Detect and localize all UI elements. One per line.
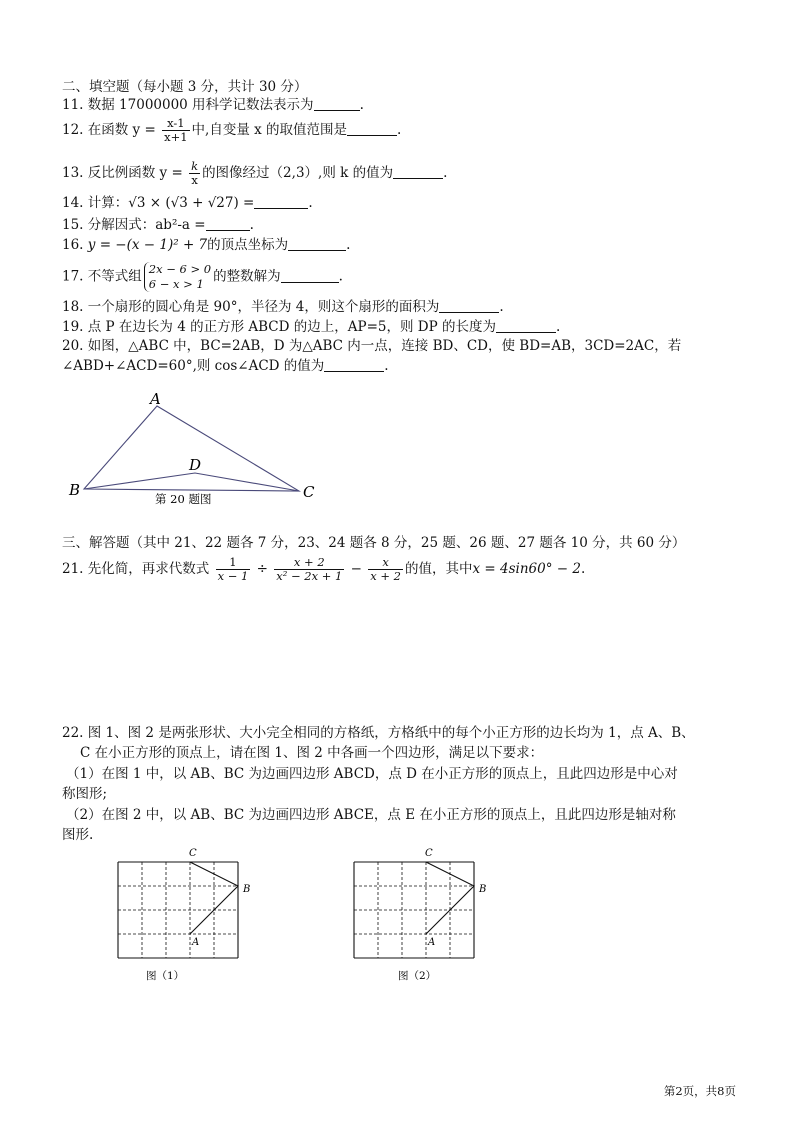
question-22-line-1: 22. 图 1、图 2 是两张形状、大小完全相同的方格纸，方格纸中的每个小正方形的边长均为 1，点 A、B、 xyxy=(62,725,695,741)
label-d: D xyxy=(189,456,202,474)
question-13: 13. 反比例函数 y = $\frac{k}{x}$ 的图像经过（2,3）,则 k 的值为 . xyxy=(62,159,448,187)
grid-2-caption: 图（2） xyxy=(398,970,437,982)
grid-1-label-c: C xyxy=(189,848,197,859)
question-14: 14. 计算：√3 × (√3 + √27) = . xyxy=(62,195,313,211)
grid-1-caption: 图（1） xyxy=(146,970,185,982)
label-b: B xyxy=(69,481,81,499)
fraction-2: $\frac{x + 2}{\text{x² − 2x + 1}}$ xyxy=(276,555,343,583)
question-18: 18. 一个扇形的圆心角是 90°，半径为 4，则这个扇形的面积为 . xyxy=(62,299,504,315)
question-22-line-6: 图形. xyxy=(62,827,94,843)
question-22-line-3: （1）在图 1 中，以 AB、BC 为边画四边形 ABCD，点 D 在小正方形的顶点上，且此四边形是中心对 xyxy=(66,766,678,782)
question-17: 17. 不等式组 2x − 6 > 0 6 − x > 1 的整数解为 . xyxy=(62,262,343,291)
question-12: 12. 在函数 y = $\frac{x-1}{x+1}$ 中,自变量 x 的取值范围是 . xyxy=(62,116,402,144)
question-20-line-1: 20. 如图，△ABC 中，BC=2AB，D 为△ABC 内一点，连接 BD、CD，使 BD=AB，3CD=2AC，若 xyxy=(62,338,682,354)
question-11: 11. 数据 17000000 用科学记数法表示为 . xyxy=(62,97,364,113)
question-21: 21. 先化简，再求代数式 $\frac{1}{x - 1}$ ÷ $\frac{x + 2}{\text{x² − 2x + 1}}$ − $\frac{x}{x + 2}$ 的值，其中x = 4sin60° − 2. xyxy=(62,555,586,583)
question-16: 16. y = −(x − 1)² + 7的顶点坐标为 . xyxy=(62,237,351,253)
question-22-line-5: （2）在图 2 中，以 AB、BC 为边画四边形 ABCE，点 E 在小正方形的顶点上，且此四边形是轴对称 xyxy=(66,807,676,823)
grid-1-label-b: B xyxy=(243,884,251,895)
grid-2-label-a: A xyxy=(428,937,436,948)
grid-1-label-a: A xyxy=(192,937,200,948)
fraction: $\frac{k}{x}$ xyxy=(191,159,199,187)
fraction-3: $\frac{x}{x + 2}$ xyxy=(370,555,401,583)
grid-2-label-b: B xyxy=(479,884,487,895)
section-3-heading: 三、解答题（其中 21、22 题各 7 分，23、24 题各 8 分，25 题、26 题、27 题各 10 分，共 60 分） xyxy=(62,535,686,551)
fraction-1: $\frac{1}{x - 1}$ xyxy=(217,555,249,583)
x-value: x = 4sin60° − 2 xyxy=(472,561,581,577)
question-19: 19. 点 P 在边长为 4 的正方形 ABCD 的边上，AP=5，则 DP 的长度为 . xyxy=(62,319,561,335)
grid-2-label-c: C xyxy=(425,848,433,859)
question-15: 15. 分解因式：ab²-a = . xyxy=(62,217,254,233)
question-22-line-4: 称图形; xyxy=(62,786,108,802)
label-c: C xyxy=(303,483,315,501)
question-20-line-2: ∠ABD+∠ACD=60°,则 cos∠ACD 的值为 . xyxy=(62,358,389,374)
expression: y = −(x − 1)² + 7 xyxy=(87,237,208,253)
grid-figure-1 xyxy=(117,845,277,995)
grid-figure-2 xyxy=(353,845,513,995)
fraction: $\frac{x-1}{x+1}$ xyxy=(164,116,188,144)
segments-bd-dc xyxy=(84,473,299,491)
page-number: 第2页，共8页 xyxy=(663,1084,736,1098)
expression: √3 × (√3 + √27) = xyxy=(128,195,255,211)
figure-20-caption: 第 20 题图 xyxy=(155,492,212,506)
label-a: A xyxy=(150,390,161,408)
section-2-heading: 二、填空题（每小题 3 分，共计 30 分） xyxy=(62,79,308,95)
inequality-system: 2x − 6 > 0 6 − x > 1 xyxy=(144,262,211,292)
question-22-line-2: C 在小正方形的顶点上，请在图 1、图 2 中各画一个四边形，满足以下要求： xyxy=(80,745,544,761)
figure-20 xyxy=(0,0,794,520)
triangle-abc xyxy=(84,406,299,491)
